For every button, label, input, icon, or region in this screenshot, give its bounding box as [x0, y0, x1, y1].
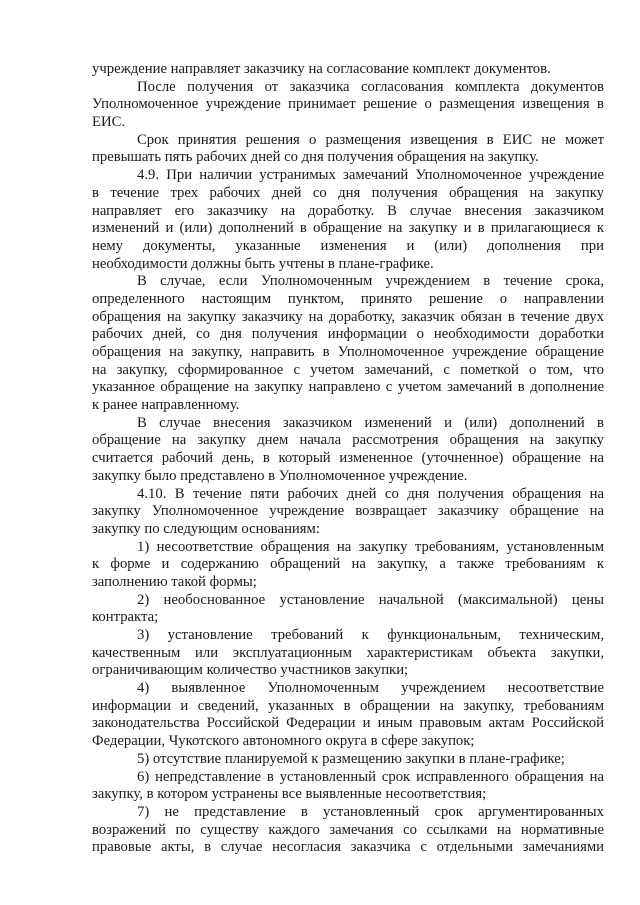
text-line: 7) не представление в установленный срок аргументированных	[137, 803, 604, 820]
text-line: В случае внесения заказчиком изменений и (или) дополнений в	[137, 414, 604, 431]
text-line: обращения на закупку заказчику на доработку, заказчик обязан в течение двух	[92, 308, 604, 325]
text-line: 1) несоответствие обращения на закупку требованиям, установленным	[137, 538, 604, 555]
text-line: необходимости должны быть учтены в плане-графике.	[92, 255, 434, 272]
paragraph-review-start	[92, 415, 604, 486]
text-line: нему документы, указанные изменения и (или) дополнения при	[92, 237, 604, 254]
text-line: контракта;	[92, 609, 159, 626]
text-line: заполнению такой формы;	[92, 573, 257, 590]
text-line: к ранее направленному.	[92, 397, 240, 414]
text-line: к форме и содержанию обращений на закупку, а также требованиям к	[92, 556, 604, 573]
text-line: Федерации, Чукотского автономного округа в сфере закупок;	[92, 733, 475, 750]
text-line: 3) установление требований к функциональным, техническим,	[137, 627, 604, 643]
text-line: направляет его заказчику на доработку. В случае внесения заказчиком	[92, 202, 604, 219]
text-line: указанное обращение на закупку направлено с учетом замечаний в дополнение	[92, 379, 604, 396]
text-line: обращение на закупку днем начала рассмотрения обращения на закупку	[92, 432, 604, 449]
text-line: учреждение направляет заказчику на согласование комплект документов.	[92, 61, 551, 77]
text-line: считается рабочий день, в который измененное (уточненное) обращение на	[92, 450, 604, 467]
paragraph-continuation	[92, 61, 604, 79]
text-line: После получения от заказчика согласования комплекта документов	[137, 78, 604, 95]
text-line: ограничивающим количество участников закупки;	[92, 662, 409, 679]
paragraph-4-10	[92, 486, 604, 539]
text-line: закупку по следующим основаниям:	[92, 520, 320, 537]
text-line: качественным или эксплуатационным характеристикам объекта закупки,	[92, 644, 604, 661]
text-line: закупку было представлено в Уполномоченное учреждение.	[92, 467, 468, 484]
text-line: возражений по существу каждого замечания со ссылками на нормативные	[92, 821, 604, 838]
text-line: В случае, если Уполномоченным учреждением в течение срока,	[137, 273, 604, 290]
text-line: изменений и (или) дополнений в обращение на закупку и в прилагающиеся к	[92, 220, 604, 237]
text-line: 4.10. В течение пяти рабочих дней со дня получения обращения на	[137, 485, 604, 502]
list-item-6	[92, 769, 604, 804]
text-line: Уполномоченное учреждение принимает решение о размещения извещения в	[92, 96, 604, 113]
text-line: на закупку, сформированное с учетом замечаний, с пометкой о том, что	[92, 361, 604, 378]
list-item-7	[92, 804, 604, 857]
text-line: закупку, в котором устранены все выявленные несоответствия;	[92, 786, 487, 803]
text-line: 4.9. При наличии устранимых замечаний Уполномоченное учреждение	[137, 167, 604, 184]
text-line: определенного настоящим пунктом, принято решение о направлении	[92, 290, 604, 307]
text-line: рабочих дней, со дня получения информации о необходимости доработки	[92, 326, 604, 343]
list-item-1	[92, 539, 604, 592]
text-line: Срок принятия решения о размещения извещения в ЕИС не может	[137, 131, 604, 148]
text-line: информации и сведений, указанных в обращении на закупку, требованиям	[92, 697, 604, 714]
list-item-2	[92, 592, 604, 627]
list-item-5	[92, 751, 604, 769]
paragraph-4-9	[92, 167, 604, 273]
paragraph-decision-deadline	[92, 132, 604, 167]
text-line: 4) выявленное Уполномоченным учреждением несоответствие	[137, 680, 604, 697]
paragraph-revision-return	[92, 273, 604, 415]
text-line: 5) отсутствие планируемой к размещению закупки в плане-графике;	[137, 750, 565, 767]
list-item-3	[92, 627, 604, 680]
text-line: обращения на закупку, направить в Уполномоченное учреждение обращение	[92, 344, 604, 360]
text-line: закупку Уполномоченное учреждение возвращает заказчику обращение на	[92, 503, 604, 520]
text-line: законодательства Российской Федерации и иным правовым актам Российской	[92, 715, 604, 732]
text-line: правовые акты, в случае несогласия заказчика с отдельными замечаниями	[92, 839, 604, 856]
text-line: 6) непредставление в установленный срок исправленного обращения на	[137, 768, 604, 785]
text-line: в течение трех рабочих дней со дня получения обращения на закупку	[92, 184, 604, 201]
document-body	[92, 61, 604, 857]
text-line: превышать пять рабочих дней со дня получения обращения на закупку.	[92, 149, 539, 166]
text-line: 2) необоснованное установление начальной (максимальной) цены	[137, 591, 604, 608]
text-line: ЕИС.	[92, 114, 126, 131]
list-item-4	[92, 680, 604, 751]
paragraph-decision-placement	[92, 79, 604, 132]
